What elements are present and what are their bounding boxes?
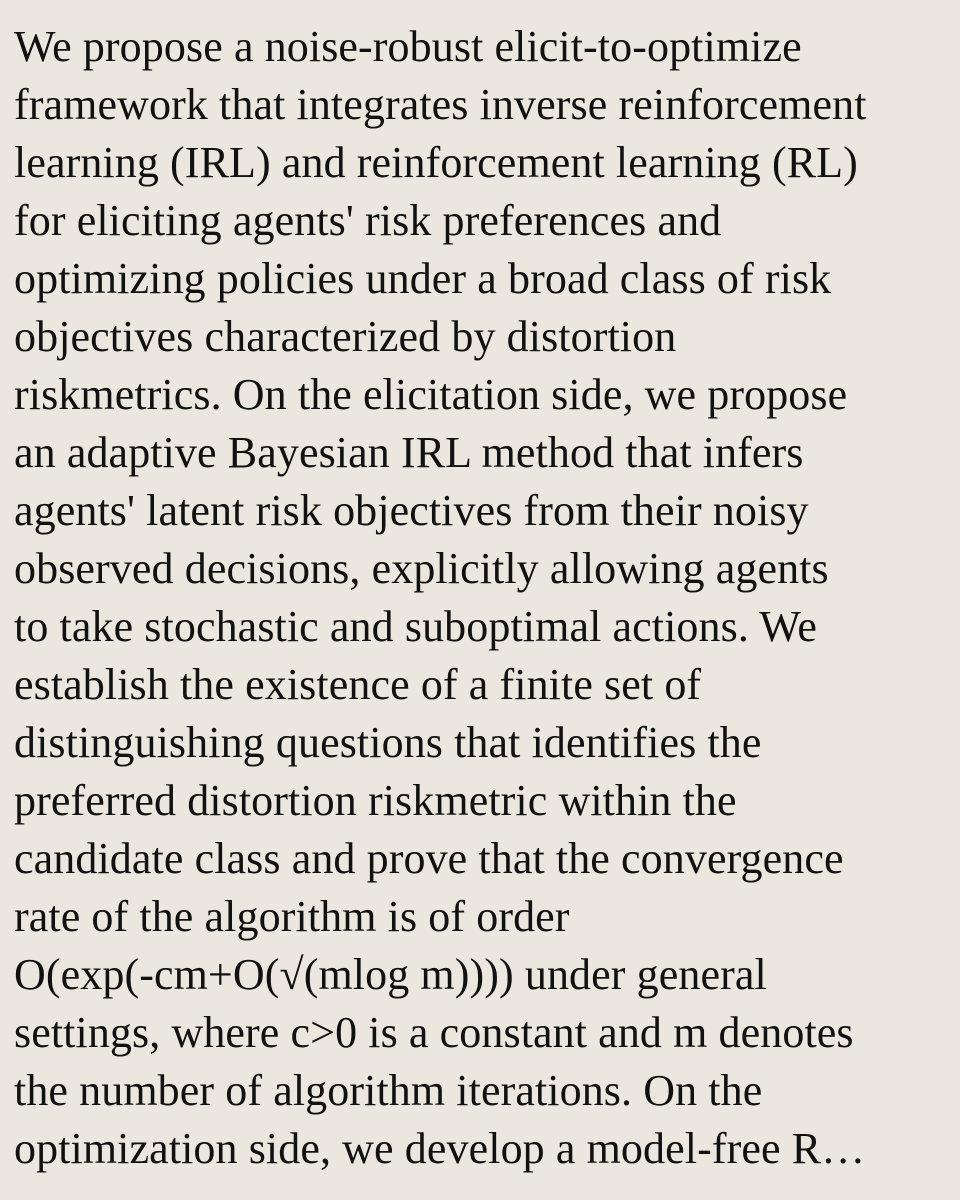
abstract-line: distinguishing questions that identifies the bbox=[14, 718, 762, 767]
abstract-line: candidate class and prove that the convergence bbox=[14, 834, 844, 883]
abstract-line: optimizing policies under a broad class of risk bbox=[14, 254, 832, 303]
abstract-line: learning (IRL) and reinforcement learning (RL) bbox=[14, 138, 858, 187]
abstract-line: O(exp(-cm+O(√(mlog m)))) under general bbox=[14, 950, 767, 999]
abstract-line: rate of the algorithm is of order bbox=[14, 892, 570, 941]
abstract-line: optimization side, we develop a model-free R… bbox=[14, 1124, 866, 1173]
abstract-line: preferred distortion riskmetric within the bbox=[14, 776, 737, 825]
abstract-line: an adaptive Bayesian IRL method that infers bbox=[14, 428, 804, 477]
abstract-line: to take stochastic and suboptimal actions. We bbox=[14, 602, 817, 651]
abstract-line: the number of algorithm iterations. On the bbox=[14, 1066, 763, 1115]
abstract-text bbox=[14, 18, 950, 1178]
abstract-line: observed decisions, explicitly allowing agents bbox=[14, 544, 829, 593]
abstract-line: settings, where c>0 is a constant and m denotes bbox=[14, 1008, 854, 1057]
abstract-line: agents' latent risk objectives from their noisy bbox=[14, 486, 809, 535]
abstract-line: riskmetrics. On the elicitation side, we propose bbox=[14, 370, 848, 419]
abstract-line: We propose a noise-robust elicit-to-optimize bbox=[14, 22, 802, 71]
abstract-line: framework that integrates inverse reinforcement bbox=[14, 80, 867, 129]
abstract-line: establish the existence of a finite set of bbox=[14, 660, 702, 709]
abstract-line: for eliciting agents' risk preferences and bbox=[14, 196, 722, 245]
abstract-line: objectives characterized by distortion bbox=[14, 312, 677, 361]
